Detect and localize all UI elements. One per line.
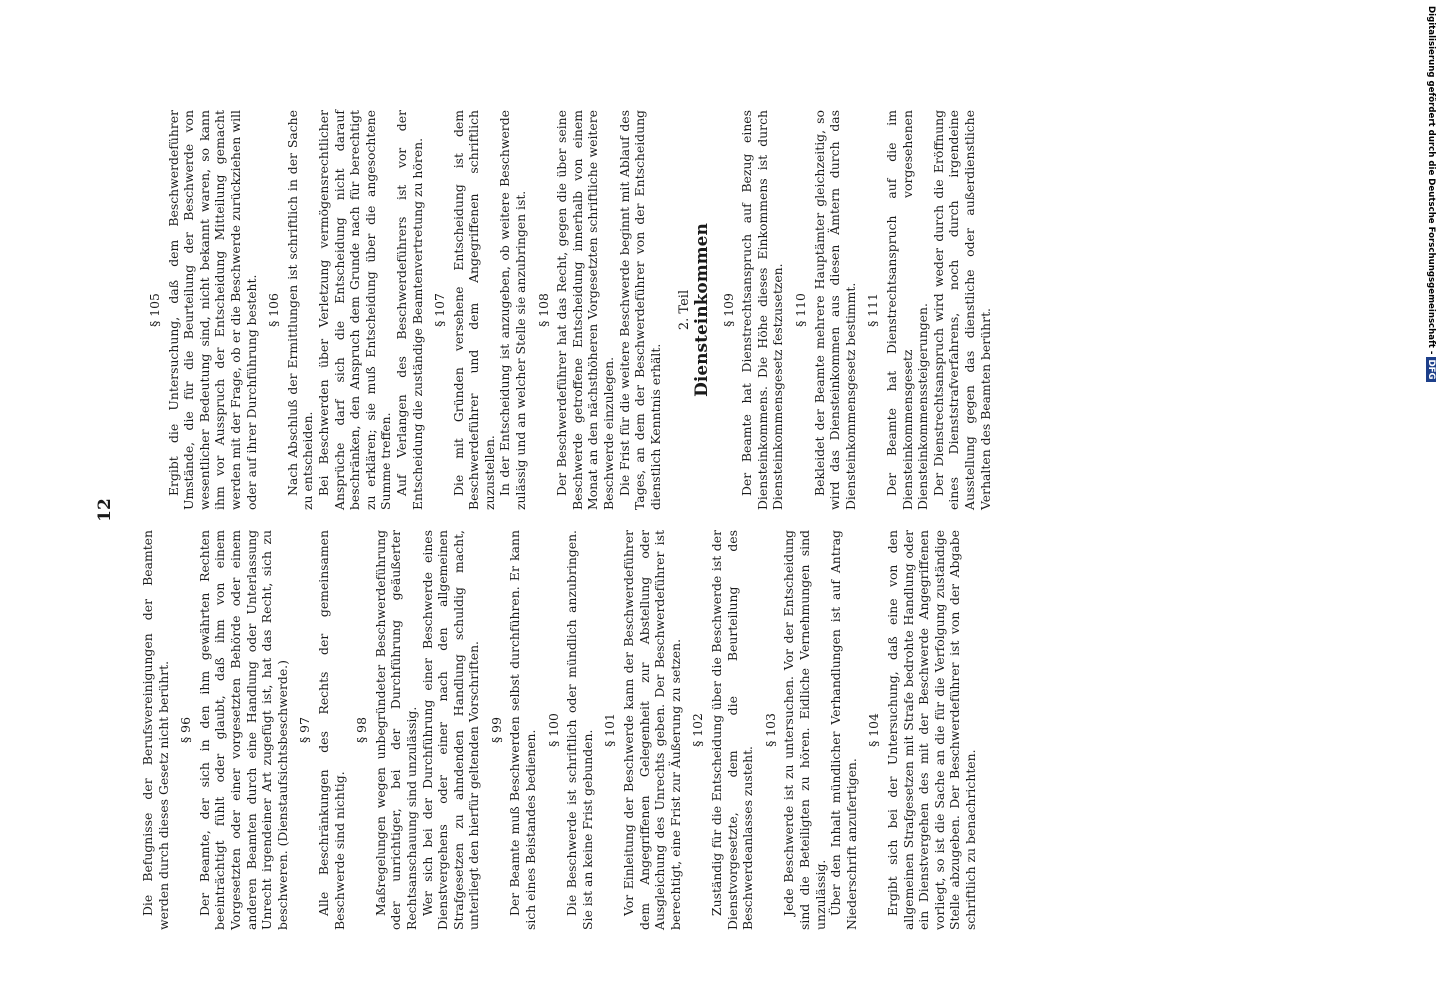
paragraph: Maßregelungen wegen unbegründeter Beschwerdeführung oder unrichtiger, bei der Durchführung geäußerter Rechtsanschauung sind unzulässig.: [372, 530, 419, 930]
paragraph: Der Beschwerdeführer hat das Recht, gegen die über seine Beschwerde getroffene Entscheidung innerhalb von einem Monat an den nächsthöheren Vorgesetzten schriftliche weitere Beschwerde einzulegen.: [554, 110, 617, 510]
left-text-column: [140, 530, 979, 930]
page-number: 12: [95, 498, 115, 522]
paragraph: Der Beamte muß Beschwerden selbst durchführen. Er kann sich eines Beistandes bedienen.: [507, 530, 539, 930]
paragraph: In der Entscheidung ist anzugeben, ob weitere Beschwerde zulässig und an welcher Stelle sie anzubringen ist.: [497, 110, 529, 510]
section-heading: § 96: [178, 717, 194, 743]
section-heading: § 107: [432, 293, 448, 327]
section-heading: § 97: [297, 717, 313, 743]
paragraph: Die Frist für die weitere Beschwerde beginnt mit Ablauf des Tages, an dem der Beschwerdeführer von der Entscheidung dienstlich Kenntnis erhält.: [616, 110, 663, 510]
rotated-page-content: [50, 70, 1380, 950]
right-text-column: [140, 110, 993, 510]
paragraph: Der Beamte hat Dienstrechtsanspruch auf die im Diensteinkommensgesetz vorgesehenen Diensteinkommenssteigerungen.: [883, 110, 931, 510]
paragraph: Über den Inhalt mündlicher Verhandlungen ist auf Antrag Niederschrift anzufertigen.: [828, 530, 859, 930]
paragraph: Die mit Gründen versehene Entscheidung ist dem Beschwerdeführer und dem Angegriffenen schriftlich zuzustellen.: [450, 110, 497, 510]
paragraph: Bei Beschwerden über Verletzung vermögensrechtlicher Ansprüche darf sich die Entscheidung nicht darauf beschränken, den Anspruch dem Grunde nach für berechtigt zu erklären; sie muß Entscheidung über die angesochtene Summe treffen.: [315, 110, 394, 510]
part-label: 2. Teil: [677, 289, 693, 331]
section-heading: § 103: [762, 713, 778, 747]
section-heading: § 99: [488, 717, 504, 743]
section-heading: § 105: [147, 293, 162, 327]
paragraph: Nach Abschluß der Ermittlungen ist schriftlich in der Sache zu entscheiden.: [284, 110, 316, 510]
paragraph: Ergibt die Untersuchung, daß dem Beschwerdeführer Umstände, die für die Beurteilung der Beschwerde von wesentlicher Bedeutung sind, nicht bekannt waren, so kann ihm vor Ausspruch der Entscheidung Mitteilung gemacht werden mit der Frage, ob er die Beschwerde zurückziehen will oder auf ihrer Durchführung besteht.: [165, 110, 259, 510]
paragraph: Ergibt sich bei der Untersuchung, daß eine von den allgemeinen Strafgesetzen mit Strafe bedrohte Handlung oder ein Dienstvergehen des mit der Beschwerde Angegriffenen vorliegt, so ist die Sache an die für die Verfolgung zuständige Stelle abzugeben. Der Beschwerdeführer ist von der Abgabe schriftlich zu benachrichten.: [884, 530, 978, 930]
paragraph: Alle Beschränkungen des Rechts der gemeinsamen Beschwerde sind nichtig.: [315, 530, 347, 930]
paragraph: Wer sich bei der Durchführung einer Beschwerde eines Dienstvergehens oder einer nach den allgemeinen Strafgesetzen zu ahndenden Handlung schuldig macht, unterliegt den hierfür geltenden Vorschriften.: [419, 530, 482, 930]
section-heading: § 108: [535, 293, 551, 327]
paragraph: Jede Beschwerde ist zu untersuchen. Vor der Entscheidung sind die Beteiligten zu hören. Eidliche Vernehmungen sind unzulässig.: [781, 530, 828, 930]
paragraph: Vor Einleitung der Beschwerde kann der Beschwerdeführer dem Angegriffenen Gelegenheit zur Abstellung oder Ausgleichung des Unrechts geben. Der Beschwerdeführer ist berechtigt, eine Frist zur Äußerung zu setzen.: [621, 530, 683, 930]
paragraph: Bekleidet der Beamte mehrere Hauptämter gleichzeitig, so wird das Diensteinkommen aus diesen Ämtern durch das Diensteinkommensgesetz bestimmt.: [811, 110, 858, 510]
dfg-logo: DFG: [1426, 359, 1436, 380]
paragraph: Auf Verlangen des Beschwerdeführers ist vor der Entscheidung die zuständige Beamtenvertretung zu hören.: [393, 110, 425, 510]
digitization-credit: [1420, 6, 1434, 396]
paragraph: Zuständig für die Entscheidung über die Beschwerde ist der Dienstvorgesetzte, dem die Beurteilung des Beschwerdeanlasses zusteht.: [709, 530, 756, 930]
section-heading: § 102: [690, 713, 706, 747]
paragraph: Die Befugnisse der Berufsvereinigungen der Beamten werden durch dieses Gesetz nicht berührt.: [140, 530, 171, 930]
paragraph: Die Beschwerde ist schriftlich oder mündlich anzubringen. Sie ist an keine Frist gebunden.: [564, 530, 595, 930]
part-title: Diensteinkommen: [692, 223, 712, 397]
credit-text: Digitalisierung gefördert durch die Deutsche Forschungsgemeinschaft -: [1426, 6, 1436, 355]
section-heading: § 98: [354, 717, 370, 743]
section-heading: § 111: [865, 293, 881, 327]
section-heading: § 104: [866, 713, 882, 747]
section-heading: § 110: [792, 293, 808, 327]
section-heading: § 101: [602, 713, 618, 747]
paragraph: Der Beamte, der sich in den ihm gewährten Rechten beeinträchtigt fühlt oder glaubt, daß ihm von einem Vorgesetzten oder einer vorgesetzten Behörde oder einem anderen Beamten durch eine Handlung oder Unterlassung Unrecht irgendeiner Art zugefügt ist, hat das Recht, sich zu beschweren. (Dienstaufsichtsbeschwerde.): [196, 530, 290, 930]
section-heading: § 100: [545, 713, 561, 747]
section-heading: § 106: [266, 293, 282, 327]
paragraph: Der Dienstrechtsanspruch wird weder durch die Eröffnung eines Dienststrafverfahrens, noch durch irgendeine Ausstellung gegen das dienstliche oder außerdienstliche Verhalten des Beamten berührt.: [930, 110, 993, 510]
paragraph: Der Beamte hat Dienstrechtsanspruch auf Bezug eines Diensteinkommens. Die Höhe dieses Einkommens ist durch Diensteinkommensgesetz festzusetzen.: [739, 110, 786, 510]
section-heading: § 109: [720, 293, 736, 327]
